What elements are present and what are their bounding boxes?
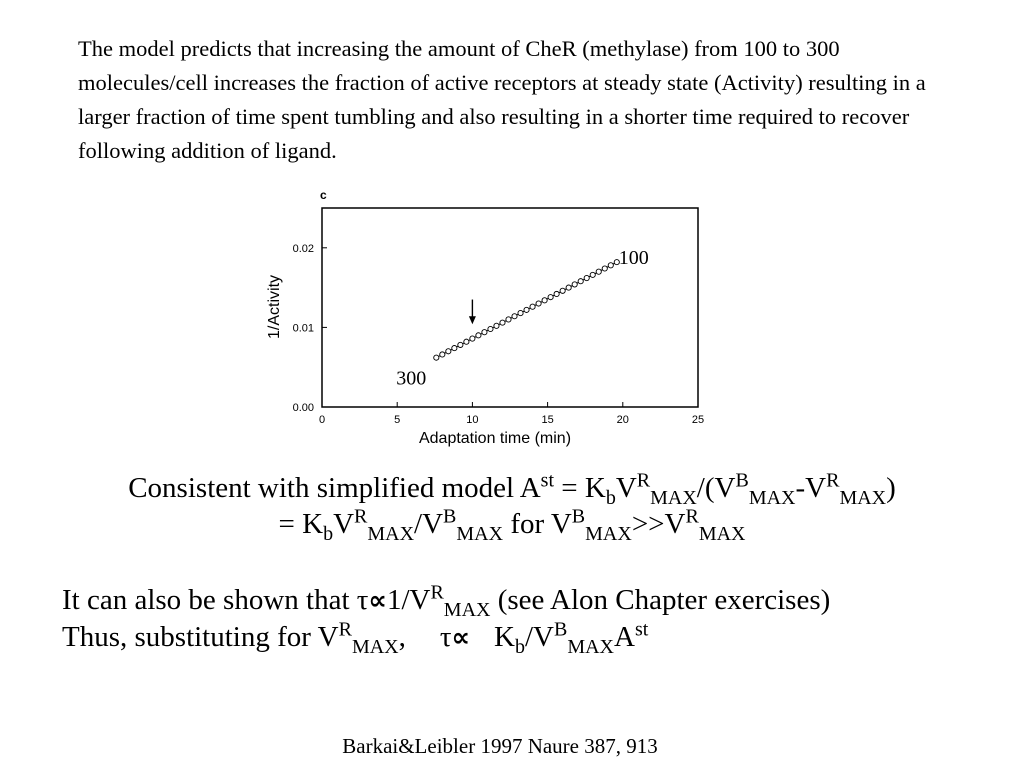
data-point-0 bbox=[434, 355, 439, 360]
model-equation bbox=[0, 469, 1024, 545]
x-axis-label: Adaptation time (min) bbox=[418, 430, 572, 447]
y-axis-label: 1/Activity bbox=[266, 274, 283, 340]
data-point-2 bbox=[446, 349, 451, 354]
adaptation-chart bbox=[255, 185, 725, 450]
data-point-1 bbox=[440, 352, 445, 357]
chart-svg bbox=[255, 185, 725, 450]
tau-line-2: Thus, substituting for $V^R_{MAX}$, $\tau\propto K_b/V^B_{MAX}A^{st}$ bbox=[62, 618, 649, 658]
x-tick-label-4: 20 bbox=[616, 414, 629, 426]
annotation-100: 100 bbox=[618, 247, 649, 270]
equation-line-1: Consistent with simplified model $A^{st} = K_bV^R_{MAX}/(V^B_{MAX}-V^R_{MAX})$ bbox=[128, 469, 896, 509]
data-point-18 bbox=[542, 298, 547, 303]
data-point-9 bbox=[488, 326, 493, 331]
data-point-22 bbox=[566, 285, 571, 290]
data-point-23 bbox=[572, 282, 577, 287]
data-point-7 bbox=[476, 333, 481, 338]
data-point-5 bbox=[464, 339, 469, 344]
x-tick-label-2: 10 bbox=[466, 414, 479, 426]
tau-line-1: It can also be shown that $\tau\propto 1/V^R_{MAX}$ (see Alon Chapter exercises) bbox=[62, 581, 831, 621]
data-point-8 bbox=[482, 330, 487, 335]
x-tick-label-0: 0 bbox=[318, 414, 326, 426]
annotations bbox=[396, 247, 648, 390]
data-point-20 bbox=[554, 291, 559, 296]
data-point-6 bbox=[470, 336, 475, 341]
data-point-14 bbox=[518, 310, 523, 315]
data-point-4 bbox=[458, 342, 463, 347]
y-tick-label-2: 0.02 bbox=[292, 242, 314, 255]
data-point-10 bbox=[494, 323, 499, 328]
intro-paragraph: The model predicts that increasing the amount of CheR (methylase) from 100 to 300 molecules/cell increases the fraction of active receptors at steady state (Activity) resulting in a larger fraction of time spent tumbling and also resulting in a shorter time required to recover following addition of ligand. bbox=[78, 36, 926, 163]
data-point-3 bbox=[452, 345, 457, 350]
x-tick-label-5: 25 bbox=[691, 414, 705, 426]
y-tick-label-1: 0.01 bbox=[292, 322, 314, 335]
data-point-28 bbox=[602, 266, 607, 271]
data-point-12 bbox=[506, 317, 511, 322]
data-point-26 bbox=[590, 272, 595, 277]
data-point-17 bbox=[536, 301, 541, 306]
arrow-head bbox=[469, 316, 476, 324]
data-point-13 bbox=[512, 314, 517, 319]
data-point-27 bbox=[596, 269, 601, 274]
annotation-300: 300 bbox=[396, 367, 427, 390]
x-tick-label-3: 15 bbox=[541, 414, 554, 426]
data-point-19 bbox=[548, 295, 553, 300]
equation-line-2: = $K_bV^R_{MAX}/V^B_{MAX}$ for $V^B_{MAX}>>V^R_{MAX}$ bbox=[278, 505, 746, 545]
y-tick-label-0: 0.00 bbox=[292, 402, 314, 414]
data-point-16 bbox=[530, 304, 535, 309]
data-point-24 bbox=[578, 279, 583, 284]
data-point-15 bbox=[524, 307, 529, 312]
panel-label: c bbox=[320, 188, 327, 202]
data-points bbox=[434, 260, 620, 361]
data-point-11 bbox=[500, 320, 505, 325]
data-point-25 bbox=[584, 275, 589, 280]
proportional-symbol: ∝ bbox=[451, 623, 471, 653]
x-axis-ticks bbox=[319, 402, 704, 426]
data-point-29 bbox=[608, 263, 613, 268]
tau-relations bbox=[62, 582, 1022, 656]
plot-frame bbox=[322, 208, 698, 407]
proportional-symbol: ∝ bbox=[368, 586, 387, 616]
citation: Barkai&Leibler 1997 Naure 387, 913 bbox=[342, 734, 658, 758]
marker-arrow bbox=[469, 300, 476, 325]
data-point-21 bbox=[560, 288, 565, 293]
x-tick-label-1: 5 bbox=[394, 414, 401, 426]
